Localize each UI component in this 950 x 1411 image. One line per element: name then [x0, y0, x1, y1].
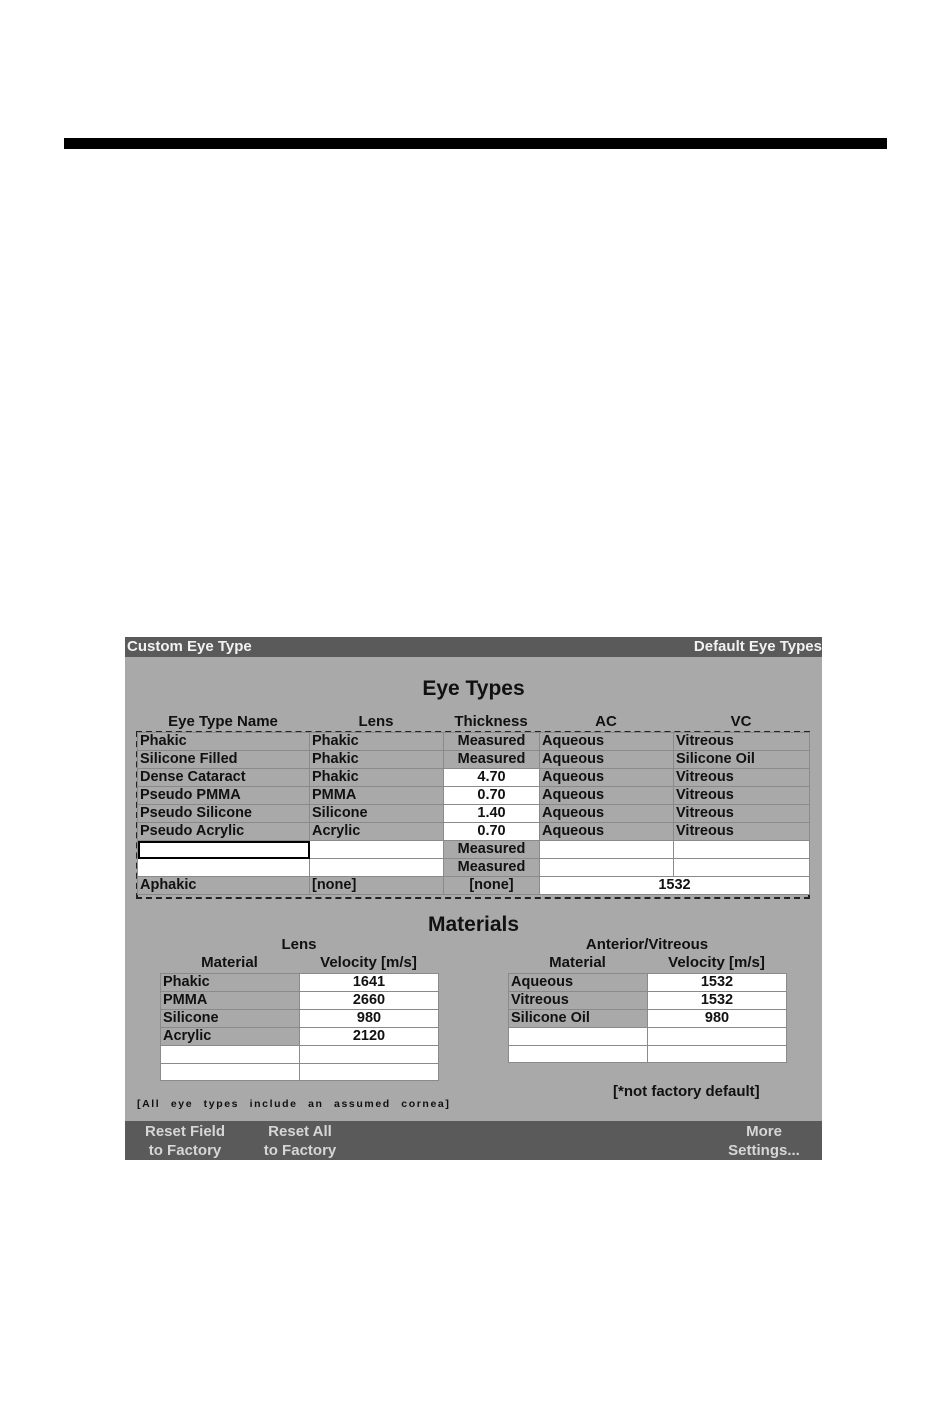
ac-field[interactable]	[540, 859, 674, 877]
table-row	[138, 769, 810, 787]
table-row	[138, 823, 810, 841]
thickness-cell[interactable]: Measured	[444, 859, 540, 877]
reset-field-label-2: to Factory	[148, 1142, 222, 1159]
thickness-field[interactable]: 0.70	[444, 787, 540, 805]
table-row	[138, 751, 810, 769]
screen-title: Custom Eye Type	[127, 638, 252, 655]
custom-eye-type-screen	[125, 637, 822, 1160]
col-lens: Lens	[358, 713, 394, 730]
eye-type-name-cell[interactable]: Pseudo PMMA	[138, 787, 310, 805]
ac-cell[interactable]: Aqueous	[540, 787, 674, 805]
vc-cell[interactable]: Silicone Oil	[674, 751, 810, 769]
more-settings-label-2: Settings...	[728, 1142, 800, 1159]
anterior-group-label: Anterior/Vitreous	[585, 936, 709, 953]
table-row	[509, 1045, 787, 1063]
thickness-cell[interactable]: Measured	[444, 841, 540, 859]
table-row	[161, 1046, 439, 1064]
lens-cell[interactable]: Acrylic	[310, 823, 444, 841]
eye-type-name-cell[interactable]: Pseudo Silicone	[138, 805, 310, 823]
lens-cell[interactable]: Silicone	[310, 805, 444, 823]
anterior-material-field[interactable]	[509, 1028, 648, 1046]
col-thickness: Thickness	[454, 713, 528, 730]
more-settings-label-1: More	[746, 1123, 782, 1140]
lens-cell[interactable]: PMMA	[310, 787, 444, 805]
lens-material-field[interactable]	[161, 1063, 300, 1081]
anterior-velocity-field[interactable]	[648, 1045, 787, 1063]
lens-field[interactable]	[310, 841, 444, 859]
ac-cell[interactable]: Aqueous	[540, 805, 674, 823]
lens-velocity-field[interactable]: 2120	[300, 1028, 439, 1046]
lens-material-cell[interactable]: Acrylic	[161, 1028, 300, 1046]
page-rule	[64, 138, 887, 149]
anterior-velocity-field[interactable]: 980	[648, 1010, 787, 1028]
eye-types-table	[137, 732, 810, 895]
anterior-col-velocity: Velocity [m/s]	[668, 954, 765, 971]
ac-field[interactable]	[540, 841, 674, 859]
reset-field-button[interactable]	[137, 1122, 233, 1160]
anterior-materials-table	[508, 973, 787, 1063]
bottom-bar	[125, 1121, 822, 1160]
lens-col-material: Material	[201, 954, 258, 971]
vc-cell[interactable]: Vitreous	[674, 733, 810, 751]
table-row	[138, 859, 810, 877]
vc-cell[interactable]: Vitreous	[674, 805, 810, 823]
lens-velocity-field[interactable]	[300, 1046, 439, 1064]
lens-materials-table	[160, 973, 439, 1081]
lens-material-cell[interactable]: PMMA	[161, 992, 300, 1010]
thickness-cell[interactable]: Measured	[444, 751, 540, 769]
anterior-material-cell[interactable]: Aqueous	[509, 974, 648, 992]
ac-cell[interactable]: Aqueous	[540, 751, 674, 769]
aphakic-velocity-field[interactable]: 1532	[540, 877, 810, 895]
vc-cell[interactable]: Vitreous	[674, 787, 810, 805]
aphakic-thickness-cell[interactable]: [none]	[444, 877, 540, 895]
thickness-field[interactable]: 1.40	[444, 805, 540, 823]
table-row	[138, 841, 810, 859]
lens-cell[interactable]: Phakic	[310, 751, 444, 769]
reset-all-button[interactable]	[255, 1122, 345, 1160]
table-row	[509, 1010, 787, 1028]
ac-cell[interactable]: Aqueous	[540, 823, 674, 841]
col-eye-type-name: Eye Type Name	[168, 713, 278, 730]
aphakic-name-cell[interactable]: Aphakic	[138, 877, 310, 895]
anterior-velocity-field[interactable]: 1532	[648, 974, 787, 992]
ac-cell[interactable]: Aqueous	[540, 733, 674, 751]
eye-types-title: Eye Types	[422, 677, 525, 700]
thickness-field[interactable]: 4.70	[444, 769, 540, 787]
aphakic-row	[138, 877, 810, 895]
lens-cell[interactable]: Phakic	[310, 733, 444, 751]
lens-material-field[interactable]	[161, 1046, 300, 1064]
reset-field-label-1: Reset Field	[144, 1123, 226, 1140]
eye-type-name-field[interactable]	[138, 841, 310, 859]
vc-field[interactable]	[674, 841, 810, 859]
lens-velocity-field[interactable]: 980	[300, 1010, 439, 1028]
materials-title: Materials	[427, 913, 520, 936]
anterior-velocity-field[interactable]	[648, 1028, 787, 1046]
table-row	[161, 1063, 439, 1081]
ac-cell[interactable]: Aqueous	[540, 769, 674, 787]
thickness-cell[interactable]: Measured	[444, 733, 540, 751]
table-row	[138, 733, 810, 751]
lens-col-velocity: Velocity [m/s]	[320, 954, 417, 971]
anterior-material-cell[interactable]: Vitreous	[509, 992, 648, 1010]
anterior-material-field[interactable]	[509, 1045, 648, 1063]
table-row	[161, 974, 439, 992]
lens-material-cell[interactable]: Silicone	[161, 1010, 300, 1028]
more-settings-button[interactable]	[719, 1122, 809, 1160]
anterior-col-material: Material	[549, 954, 606, 971]
lens-velocity-field[interactable]: 2660	[300, 992, 439, 1010]
table-row	[509, 974, 787, 992]
table-row	[509, 1028, 787, 1046]
top-bar	[125, 637, 822, 657]
lens-velocity-field[interactable]	[300, 1063, 439, 1081]
reset-all-label-2: to Factory	[263, 1142, 337, 1159]
eye-type-name-field[interactable]	[138, 859, 310, 877]
thickness-field[interactable]: 0.70	[444, 823, 540, 841]
table-row	[161, 992, 439, 1010]
lens-field[interactable]	[310, 859, 444, 877]
table-row	[509, 992, 787, 1010]
cornea-note: [All eye types include an assumed cornea]	[137, 1098, 451, 1110]
table-row	[161, 1010, 439, 1028]
vc-cell[interactable]: Vitreous	[674, 823, 810, 841]
eye-type-name-cell[interactable]: Pseudo Acrylic	[138, 823, 310, 841]
lens-cell[interactable]: Phakic	[310, 769, 444, 787]
anterior-velocity-field[interactable]: 1532	[648, 992, 787, 1010]
eye-type-name-cell[interactable]: Dense Cataract	[138, 769, 310, 787]
table-row	[138, 805, 810, 823]
anterior-material-cell[interactable]: Silicone Oil	[509, 1010, 648, 1028]
col-vc: VC	[730, 713, 752, 730]
lens-velocity-field[interactable]: 1641	[300, 974, 439, 992]
vc-cell[interactable]: Vitreous	[674, 769, 810, 787]
aphakic-lens-cell[interactable]: [none]	[310, 877, 444, 895]
eye-type-name-cell[interactable]: Silicone Filled	[138, 751, 310, 769]
table-row	[161, 1028, 439, 1046]
col-ac: AC	[595, 713, 617, 730]
vc-field[interactable]	[674, 859, 810, 877]
default-eye-types-button[interactable]: Default Eye Types	[693, 638, 822, 655]
table-row	[138, 787, 810, 805]
lens-material-cell[interactable]: Phakic	[161, 974, 300, 992]
lens-group-label: Lens	[281, 936, 317, 953]
not-factory-default-note: [*not factory default]	[613, 1083, 760, 1100]
eye-type-name-cell[interactable]: Phakic	[138, 733, 310, 751]
reset-all-label-1: Reset All	[268, 1123, 332, 1140]
